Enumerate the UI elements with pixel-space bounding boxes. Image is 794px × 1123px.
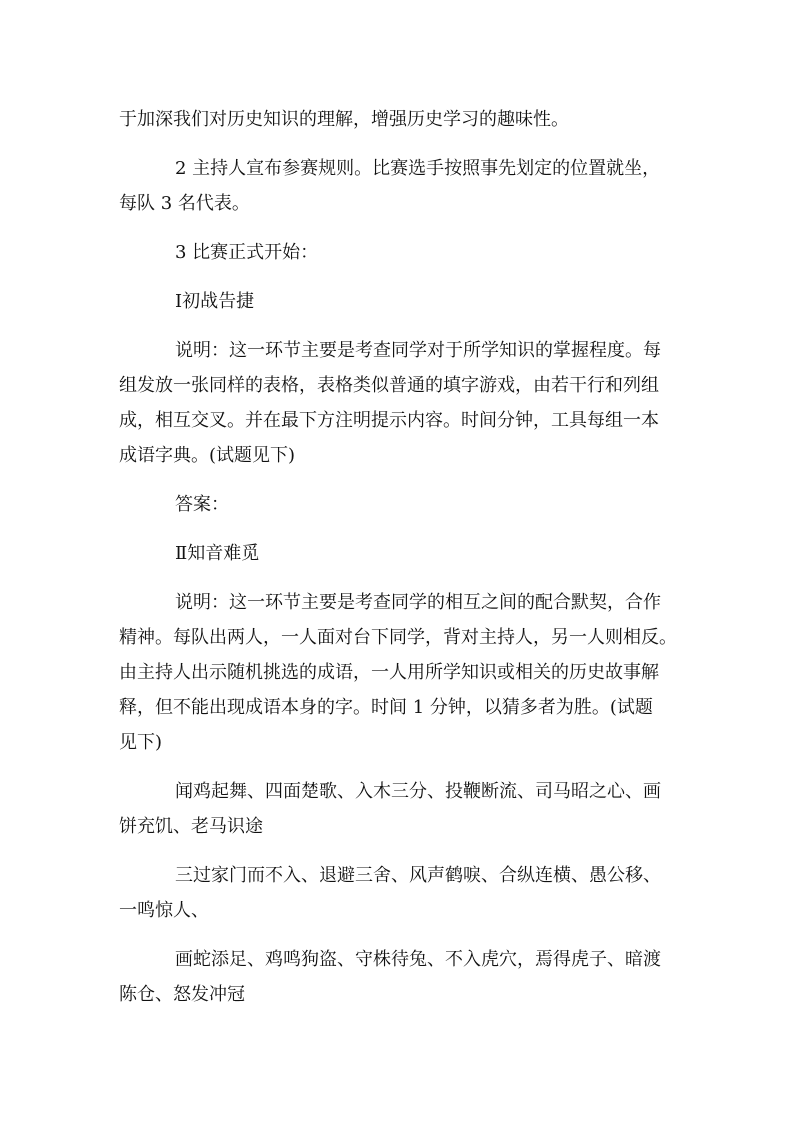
paragraph-rule-3 [119, 235, 679, 270]
text-line: 每队 3 名代表。 [119, 193, 250, 214]
text-line: 由主持人出示随机挑选的成语，一人用所学知识或相关的历史故事解 [119, 662, 659, 683]
text-line: 闻鸡起舞、四面楚歌、入木三分、投鞭断流、司马昭之心、画 [175, 781, 661, 802]
text-line: 组发放一张同样的表格，表格类似普通的填字游戏，由若干行和列组 [119, 375, 659, 396]
paragraph-idioms-3 [119, 942, 679, 1012]
paragraph-round-2-description [119, 585, 679, 760]
text-line: 陈仓、怒发冲冠 [119, 984, 245, 1005]
text-line: 画蛇添足、鸡鸣狗盗、守株待兔、不入虎穴，焉得虎子、暗渡 [175, 949, 661, 970]
section-title-round-2 [119, 536, 679, 571]
text-line: 见下) [119, 732, 163, 753]
text-line: 说明：这一环节主要是考查同学的相互之间的配合默契，合作 [175, 592, 661, 613]
text-line: 精神。每队出两人，一人面对台下同学，背对主持人，另一人则相反。 [119, 627, 677, 648]
text-line: 成，相互交叉。并在最下方注明提示内容。时间分钟，工具每组一本 [119, 410, 659, 431]
paragraph-rule-2 [119, 151, 679, 221]
document-body [119, 102, 679, 1012]
text-line: 释，但不能出现成语本身的字。时间 1 分钟，以猜多者为胜。(试题 [119, 697, 653, 718]
text-line: 三过家门而不入、退避三舍、风声鹤唳、合纵连横、愚公移、 [175, 865, 661, 886]
paragraph-answer [119, 487, 679, 522]
text-line: Ⅱ知音难觅 [175, 543, 260, 564]
text-line: 说明：这一环节主要是考查同学对于所学知识的掌握程度。每 [175, 340, 661, 361]
paragraph-idioms-1 [119, 774, 679, 844]
text-line: 于加深我们对历史知识的理解，增强历史学习的趣味性。 [119, 109, 569, 130]
text-line: 成语字典。(试题见下) [119, 445, 296, 466]
paragraph-idioms-2 [119, 858, 679, 928]
text-line: 2 主持人宣布参赛规则。比赛选手按照事先划定的位置就坐， [175, 158, 661, 179]
text-line: Ⅰ初战告捷 [175, 291, 255, 312]
text-line: 饼充饥、老马识途 [119, 816, 263, 837]
paragraph-intro-tail [119, 102, 679, 137]
text-line: 一鸣惊人、 [119, 900, 209, 921]
paragraph-round-1-description [119, 333, 679, 473]
text-line: 答案： [175, 494, 229, 515]
text-line: 3 比赛正式开始： [175, 242, 319, 263]
section-title-round-1 [119, 284, 679, 319]
